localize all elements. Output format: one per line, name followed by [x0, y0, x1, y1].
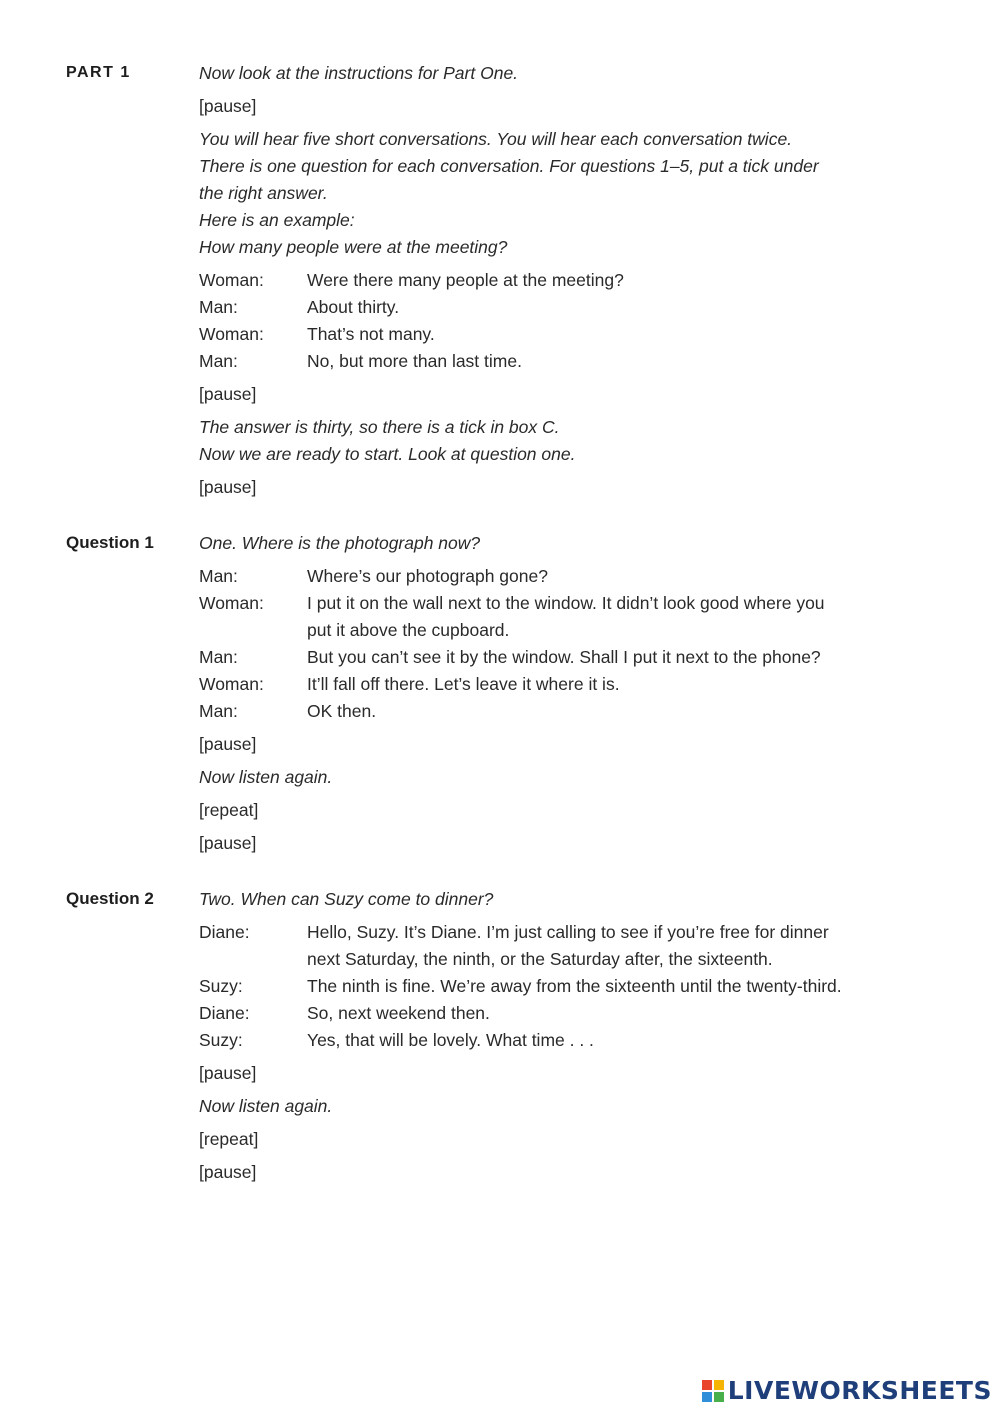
instruction-line: There is one question for each conversation. For questions 1–5, put a tick under [199, 156, 819, 176]
pause-cue: [pause] [199, 1162, 257, 1182]
answer-line: Now we are ready to start. Look at question one. [199, 444, 576, 464]
logo-square [702, 1380, 712, 1390]
speaker: Woman: [199, 270, 264, 290]
dialogue-line: OK then. [307, 701, 377, 721]
question1-label: Question 1 [66, 533, 154, 552]
instruction-line: Here is an example: [199, 210, 355, 230]
pause-cue: [pause] [199, 96, 257, 116]
instruction-line: the right answer. [199, 183, 328, 203]
dialogue-line: Were there many people at the meeting? [307, 270, 624, 290]
part1-label: PART 1 [66, 64, 131, 81]
listen-again: Now listen again. [199, 1096, 333, 1116]
pause-cue: [pause] [199, 734, 257, 754]
instruction-line: How many people were at the meeting? [199, 237, 508, 257]
dialogue-line: No, but more than last time. [307, 351, 522, 371]
question2-dialogue [199, 919, 959, 1054]
speaker: Man: [199, 701, 238, 721]
liveworksheets-logo [702, 1376, 992, 1405]
speaker: Diane: [199, 922, 250, 942]
question1-prompt: One. Where is the photograph now? [199, 533, 481, 553]
dialogue-line: About thirty. [307, 297, 400, 317]
speaker: Woman: [199, 324, 264, 344]
speaker: Man: [199, 647, 238, 667]
speaker: Woman: [199, 674, 264, 694]
speaker: Woman: [199, 593, 264, 613]
example-answer [199, 414, 959, 468]
speaker: Man: [199, 351, 238, 371]
logo-square [714, 1380, 724, 1390]
part1-intro: Now look at the instructions for Part One. [199, 63, 519, 83]
pause-cue: [pause] [199, 833, 257, 853]
pause-cue: [pause] [199, 384, 257, 404]
repeat-cue: [repeat] [199, 800, 259, 820]
pause-cue: [pause] [199, 1063, 257, 1083]
dialogue-line: The ninth is fine. We’re away from the sixteenth until the twenty-third. [307, 976, 842, 996]
dialogue-line: Yes, that will be lovely. What time . . . [307, 1030, 594, 1050]
dialogue-line: I put it on the wall next to the window. It didn’t look good where you put it above the cupboard. [307, 593, 825, 640]
dialogue-line: Where’s our photograph gone? [307, 566, 548, 586]
liveworksheets-logo-icon [702, 1380, 724, 1402]
dialogue-line: It’ll fall off there. Let’s leave it where it is. [307, 674, 620, 694]
speaker: Man: [199, 566, 238, 586]
pause-cue: [pause] [199, 477, 257, 497]
part1-instructions [199, 126, 959, 261]
repeat-cue: [repeat] [199, 1129, 259, 1149]
liveworksheets-brand: LIVEWORKSHEETS [727, 1376, 992, 1405]
speaker: Diane: [199, 1003, 250, 1023]
dialogue-line: But you can’t see it by the window. Shall I put it next to the phone? [307, 647, 821, 667]
question2-label: Question 2 [66, 889, 154, 908]
question1-dialogue [199, 563, 959, 725]
logo-square [714, 1392, 724, 1402]
listen-again: Now listen again. [199, 767, 333, 787]
example-dialogue [199, 267, 959, 375]
dialogue-line: So, next weekend then. [307, 1003, 490, 1023]
speaker: Suzy: [199, 1030, 243, 1050]
speaker: Suzy: [199, 976, 243, 996]
instruction-line: You will hear five short conversations. You will hear each conversation twice. [199, 129, 793, 149]
dialogue-line: Hello, Suzy. It’s Diane. I’m just calling to see if you’re free for dinner next Saturday, the ninth, or the Saturday after, the sixteenth. [307, 922, 829, 969]
answer-line: The answer is thirty, so there is a tick in box C. [199, 417, 560, 437]
logo-square [702, 1392, 712, 1402]
speaker: Man: [199, 297, 238, 317]
dialogue-line: That’s not many. [307, 324, 435, 344]
question2-prompt: Two. When can Suzy come to dinner? [199, 889, 494, 909]
